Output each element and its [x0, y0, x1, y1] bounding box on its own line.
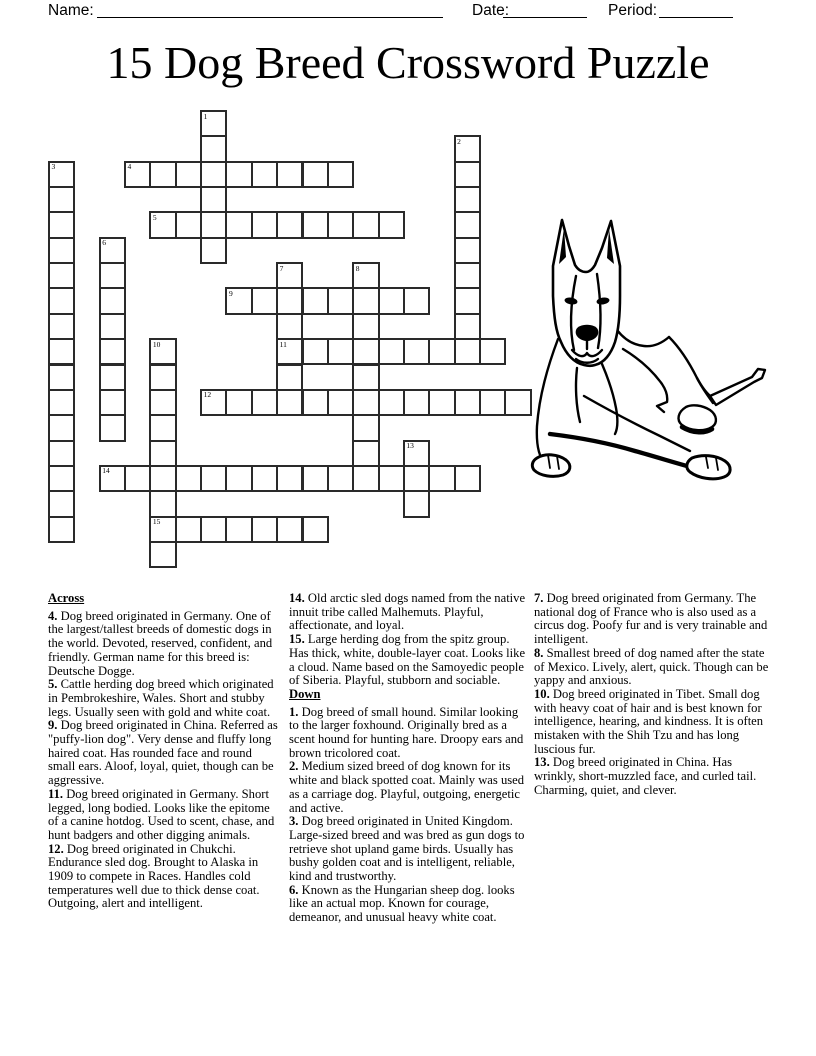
- grid-cell[interactable]: [454, 262, 481, 289]
- clue-4: 4. Dog breed originated in Germany. One of the largest/tallest breeds of domestic dogs in the world. Devoted, reserved, confident, and friendly. German name for this breed is: Deutsche Dogge.: [48, 608, 273, 678]
- grid-cell[interactable]: [225, 516, 252, 543]
- grid-cell[interactable]: [479, 338, 506, 365]
- grid-cell[interactable]: [403, 440, 430, 467]
- grid-cell[interactable]: [327, 465, 354, 492]
- grid-cell[interactable]: [251, 211, 278, 238]
- grid-cell[interactable]: [403, 389, 430, 416]
- grid-cell[interactable]: [225, 287, 252, 314]
- grid-cell[interactable]: [99, 287, 126, 314]
- clue-1: 1. Dog breed of small hound. Similar looking to the larger foxhound. Originally bred as a scent hound for hunting hare. Droopy ears and brown tricolored coat.: [289, 704, 524, 760]
- grid-cell[interactable]: [454, 186, 481, 213]
- date-blank-line[interactable]: [503, 1, 587, 18]
- grid-cell[interactable]: [276, 516, 303, 543]
- dog-illustration: [520, 206, 800, 496]
- grid-cell[interactable]: [200, 211, 227, 238]
- grid-cell[interactable]: [276, 465, 303, 492]
- grid-cell[interactable]: [352, 338, 379, 365]
- dog-chest-line: [537, 339, 558, 463]
- grid-cell[interactable]: [48, 338, 75, 365]
- cell-number: 3: [51, 162, 56, 172]
- cell-number: 4: [127, 162, 132, 172]
- grid-cell[interactable]: [48, 161, 75, 188]
- grid-cell[interactable]: [149, 161, 176, 188]
- grid-cell[interactable]: [149, 338, 176, 365]
- grid-cell[interactable]: [99, 338, 126, 365]
- grid-cell[interactable]: [327, 161, 354, 188]
- grid-cell[interactable]: [352, 389, 379, 416]
- clue-15: 15. Large herding dog from the spitz group. Has thick, white, double-layer coat. Looks like a cloud. Name based on the Samoyedic people of Siberia. Playful, stubborn and sociable.: [289, 632, 526, 688]
- grid-cell[interactable]: [251, 516, 278, 543]
- grid-cell[interactable]: [276, 262, 303, 289]
- cell-number: 13: [406, 441, 414, 451]
- grid-cell[interactable]: [48, 465, 75, 492]
- grid-cell[interactable]: [200, 135, 227, 162]
- grid-cell[interactable]: [124, 161, 151, 188]
- grid-cell[interactable]: [149, 516, 176, 543]
- grid-cell[interactable]: [48, 389, 75, 416]
- name-label: Name:: [48, 2, 94, 19]
- dog-back-line: [617, 330, 669, 346]
- grid-cell[interactable]: [276, 161, 303, 188]
- across-header: Across: [48, 591, 85, 605]
- grid-cell[interactable]: [200, 110, 227, 137]
- cell-number: 15: [152, 517, 161, 527]
- grid-cell[interactable]: [200, 389, 227, 416]
- grid-cell[interactable]: [327, 287, 354, 314]
- clue-12: 12. Dog breed originated in Chukchi. Endurance sled dog. Brought to Alaska in 1909 to compete in Races. Handles cold temperatures well due to thick dense coat. Outgoing, alert and intelligent.: [48, 841, 260, 911]
- grid-cell[interactable]: [276, 389, 303, 416]
- grid-cell[interactable]: [302, 161, 329, 188]
- grid-cell[interactable]: [99, 389, 126, 416]
- grid-cell[interactable]: [225, 389, 252, 416]
- grid-cell[interactable]: [378, 287, 405, 314]
- cell-number: 10: [152, 339, 161, 349]
- grid-cell[interactable]: [378, 465, 405, 492]
- grid-cell[interactable]: [378, 389, 405, 416]
- date-label: Date:: [472, 2, 510, 19]
- grid-cell[interactable]: [251, 161, 278, 188]
- grid-cell[interactable]: [48, 490, 75, 517]
- grid-cell[interactable]: [149, 440, 176, 467]
- grid-cell[interactable]: [302, 516, 329, 543]
- grid-cell[interactable]: [225, 465, 252, 492]
- grid-cell[interactable]: [403, 490, 430, 517]
- grid-cell[interactable]: [48, 262, 75, 289]
- grid-cell[interactable]: [276, 364, 303, 391]
- grid-cell[interactable]: [175, 465, 202, 492]
- name-blank-line[interactable]: [97, 1, 443, 18]
- clue-2: 2. Medium sized breed of dog known for its white and black spotted coat. Mainly was used as a carriage dog. Playful, outgoing, energetic and active.: [289, 759, 525, 815]
- grid-cell[interactable]: [149, 541, 176, 568]
- cell-number: 5: [152, 212, 157, 222]
- cell-number: 14: [102, 466, 110, 476]
- grid-cell[interactable]: [378, 211, 405, 238]
- grid-cell[interactable]: [175, 161, 202, 188]
- grid-cell[interactable]: [352, 364, 379, 391]
- grid-cell[interactable]: [149, 211, 176, 238]
- grid-cell[interactable]: [302, 211, 329, 238]
- grid-cell[interactable]: [352, 262, 379, 289]
- grid-cell[interactable]: [479, 389, 506, 416]
- grid-cell[interactable]: [175, 211, 202, 238]
- grid-cell[interactable]: [403, 287, 430, 314]
- clue-14: 14. Old arctic sled dogs named from the native innuit tribe called Malhemuts. Playful, affectionate, and loyal.: [289, 591, 526, 633]
- grid-cell[interactable]: [454, 287, 481, 314]
- cell-number: 2: [457, 136, 461, 146]
- grid-cell[interactable]: [428, 465, 455, 492]
- cell-number: 1: [203, 111, 208, 121]
- period-label: Period:: [608, 2, 658, 19]
- grid-cell[interactable]: [327, 211, 354, 238]
- clue-9: 9. Dog breed originated in China. Referred as "puffy-lion dog". Very dense and fluffy long haired coat. Has rounded face and round small ears. Aloof, loyal, quiet, though can be aggressive.: [48, 718, 278, 788]
- grid-cell[interactable]: [48, 364, 75, 391]
- grid-cell[interactable]: [302, 338, 329, 365]
- grid-cell[interactable]: [251, 287, 278, 314]
- grid-cell[interactable]: [200, 161, 227, 188]
- grid-cell[interactable]: [48, 313, 75, 340]
- grid-cell[interactable]: [200, 237, 227, 264]
- grid-cell[interactable]: [200, 186, 227, 213]
- cell-number: 8: [355, 263, 360, 273]
- grid-cell[interactable]: [276, 313, 303, 340]
- grid-cell[interactable]: [276, 338, 303, 365]
- grid-cell[interactable]: [99, 237, 126, 264]
- grid-cell[interactable]: [48, 440, 75, 467]
- clue-6: 6. Known as the Hungarian sheep dog. looks like an actual mop. Known for courage, demeanor, and unusual heavy white coat.: [289, 882, 515, 925]
- clue-3: 3. Dog breed originated in United Kingdom. Large-sized breed and was bred as gun dogs to retrieve shot upland game birds. Usually has bushy golden coat and is intelligent, reliable, kind and trustworthy.: [289, 814, 525, 884]
- grid-cell[interactable]: [352, 440, 379, 467]
- clue-8: 8. Smallest breed of dog named after the state of Mexico. Lively, alert, quick. Though can be yappy and anxious.: [534, 645, 769, 688]
- grid-cell[interactable]: [124, 465, 151, 492]
- grid-cell[interactable]: [454, 338, 481, 365]
- grid-cell[interactable]: [149, 414, 176, 441]
- grid-cell[interactable]: [48, 186, 75, 213]
- clue-column-1: [48, 592, 282, 911]
- cell-number: 6: [102, 238, 106, 248]
- grid-cell[interactable]: [99, 414, 126, 441]
- grid-cell[interactable]: [99, 364, 126, 391]
- grid-cell[interactable]: [99, 465, 126, 492]
- grid-cell[interactable]: [276, 287, 303, 314]
- grid-cell[interactable]: [99, 313, 126, 340]
- grid-cell[interactable]: [251, 389, 278, 416]
- grid-cell[interactable]: [454, 389, 481, 416]
- grid-cell[interactable]: [225, 211, 252, 238]
- grid-cell[interactable]: [403, 465, 430, 492]
- grid-cell[interactable]: [454, 211, 481, 238]
- grid-cell[interactable]: [454, 135, 481, 162]
- clue-column-2: [289, 592, 529, 925]
- grid-cell[interactable]: [149, 364, 176, 391]
- grid-cell[interactable]: [302, 465, 329, 492]
- grid-cell[interactable]: [403, 338, 430, 365]
- grid-cell[interactable]: [149, 389, 176, 416]
- grid-cell[interactable]: [99, 262, 126, 289]
- grid-cell[interactable]: [251, 465, 278, 492]
- grid-cell[interactable]: [302, 287, 329, 314]
- grid-cell[interactable]: [225, 161, 252, 188]
- cell-number: 11: [279, 339, 287, 349]
- clue-13: 13. Dog breed originated in China. Has wrinkly, short-muzzled face, and curled tail. Charming, quiet, and clever.: [534, 755, 757, 797]
- grid-cell[interactable]: [454, 465, 481, 492]
- grid-cell[interactable]: [48, 516, 75, 543]
- page-title: 15 Dog Breed Crossword Puzzle: [106, 37, 710, 88]
- grid-cell[interactable]: [302, 389, 329, 416]
- clue-7: 7. Dog breed originated from Germany. The national dog of France who is also used as a circus dog. Poofy fur and is very trainable and intelligent.: [534, 591, 768, 647]
- clue-column-3: [534, 592, 772, 798]
- clue-5: 5. Cattle herding dog breed which originated in Pembrokeshire, Wales. Short and stubby legs. Usually seen with gold and white coat.: [48, 677, 274, 719]
- grid-cell[interactable]: [352, 287, 379, 314]
- grid-cell[interactable]: [352, 313, 379, 340]
- grid-cell[interactable]: [48, 287, 75, 314]
- grid-cell[interactable]: [276, 211, 303, 238]
- cell-number: 12: [203, 390, 212, 400]
- grid-cell[interactable]: [200, 465, 227, 492]
- down-header: Down: [289, 686, 321, 701]
- grid-cell[interactable]: [428, 389, 455, 416]
- cell-number: 7: [279, 263, 284, 273]
- clue-11: 11. Dog breed originated in Germany. Short legged, long bodied. Looks like the epitome of a canine hotdog. Used to scent, chase, and hunt badgers and other digging animals.: [48, 786, 275, 842]
- grid-cell[interactable]: [352, 465, 379, 492]
- grid-cell[interactable]: [454, 313, 481, 340]
- dog-tail: [710, 369, 765, 405]
- grid-cell[interactable]: [428, 338, 455, 365]
- grid-cell[interactable]: [454, 161, 481, 188]
- cell-number: 9: [228, 288, 233, 298]
- crossword-grid: [48, 110, 532, 569]
- grid-cell[interactable]: [200, 516, 227, 543]
- grid-cell[interactable]: [48, 211, 75, 238]
- grid-cell[interactable]: [352, 414, 379, 441]
- grid-cell[interactable]: [327, 389, 354, 416]
- period-blank-line[interactable]: [659, 1, 733, 18]
- grid-cell[interactable]: [149, 465, 176, 492]
- grid-cell[interactable]: [175, 516, 202, 543]
- clue-10: 10. Dog breed originated in Tibet. Small dog with heavy coat of hair and is best known for intelligence, hearing, and kindness. It is often mistaken with the Shih Tzu and has long luscious fur.: [534, 686, 764, 756]
- grid-cell[interactable]: [149, 490, 176, 517]
- grid-cell[interactable]: [454, 237, 481, 264]
- grid-cell[interactable]: [352, 211, 379, 238]
- grid-cell[interactable]: [48, 414, 75, 441]
- grid-cell[interactable]: [327, 338, 354, 365]
- grid-cell[interactable]: [378, 338, 405, 365]
- grid-cell[interactable]: [48, 237, 75, 264]
